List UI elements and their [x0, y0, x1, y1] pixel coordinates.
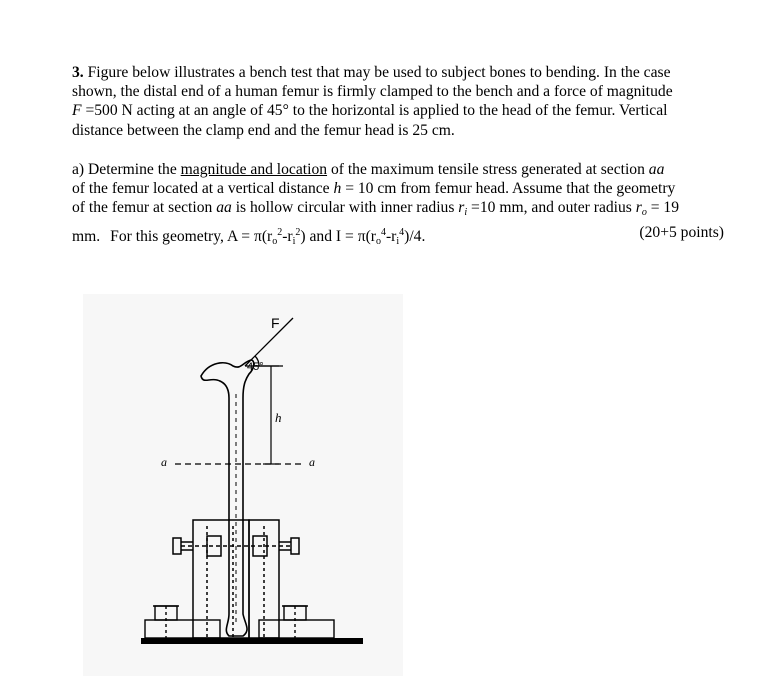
- intro-line-4: distance between the clamp end and the femur head is 25 cm.: [72, 121, 455, 139]
- inertia-formula: ) and $I = \pi(r_o^4-r_i^4)/4$.: [300, 226, 426, 247]
- force-label: F: [271, 315, 280, 331]
- bench-base: [141, 638, 363, 644]
- area-formula: For this geometry, $A = \pi(r_o^2-r_i^2$: [110, 226, 301, 247]
- part-a-line-4: mm. For this geometry, $A = \pi(r_o^2-r_i^2)$ and $I = \pi(r_o^4-r_i^4)/4$. (20+5 points): [72, 223, 724, 247]
- section-label-left: a: [161, 455, 167, 469]
- section-label-right: a: [309, 455, 315, 469]
- angle-label: 45°: [247, 361, 264, 373]
- intro-line-1: 3. Figure below illustrates a bench test that may be used to subject bones to bending. In the case: [72, 64, 671, 81]
- underlined-phrase: magnitude and location: [180, 161, 328, 178]
- part-a-line-1: a) Determine the magnitude and location of the maximum tensile stress generated at section aa: [72, 161, 665, 178]
- points-label: (20+5 points): [639, 223, 724, 241]
- bench-test-figure: [83, 294, 403, 676]
- part-a-line-3: of the femur at section aa is hollow circular with inner radius $r_i =10$ mm, and outer radius $r_o = 19$: [72, 199, 680, 219]
- height-label: h: [275, 410, 282, 425]
- force-symbol: F: [72, 102, 82, 120]
- part-a: [72, 160, 724, 251]
- part-a-line-2: of the femur located at a vertical distance h = 10 cm from femur head. Assume that the geometry: [72, 180, 676, 198]
- intro-line-2: shown, the distal end of a human femur is firmly clamped to the bench and a force of magnitude: [72, 83, 673, 101]
- intro-line-3: F =500 N acting at an angle of 45° to the horizontal is applied to the head of the femur. Vertical: [72, 102, 668, 120]
- femur-bending-diagram: [83, 294, 403, 676]
- problem-number: 3.: [72, 64, 84, 81]
- problem-intro: [72, 63, 724, 140]
